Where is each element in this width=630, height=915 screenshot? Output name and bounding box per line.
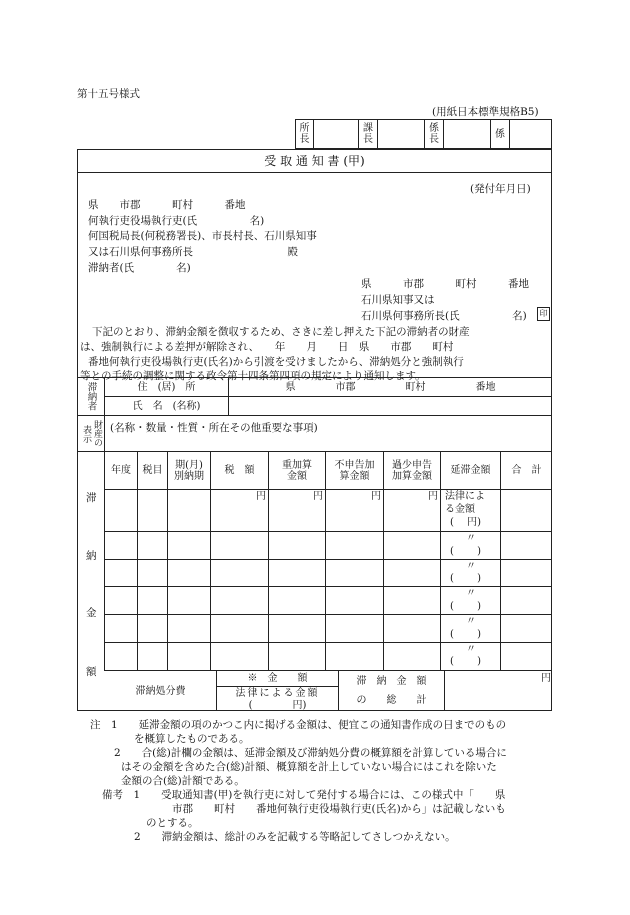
paren-amount: ( ) (450, 573, 481, 584)
side-char: 滞 (86, 492, 97, 504)
header-tax-amount: 税 額 (224, 465, 255, 476)
recipient-taxpayer: 滞納者(氏 名) (88, 262, 191, 274)
issue-date: (発付年月日) (470, 183, 531, 195)
remark-line: 備考 1 受取通知書(甲)を執行吏に対して発付する場合には、この様式中「 県 (102, 789, 506, 801)
taxpayer-label: 滞納者 (85, 382, 97, 411)
remark-line: のとする。 (146, 817, 199, 829)
header-total: 合 計 (511, 465, 542, 476)
total-label-top: 滞 納 金 額 (356, 676, 427, 687)
remark-line: 市郡 町村 番地何執行吏役場執行吏(氏名)から」は記載しないも (172, 803, 506, 815)
ditto-mark: 〃 (466, 644, 476, 655)
remark-line: 2 滞納金額は、総計のみを記載する等略記してさしつかえない。 (134, 831, 456, 843)
approval-label: 係長 (429, 123, 439, 145)
side-char: 納 (86, 550, 97, 562)
yen-unit: 円 (256, 491, 266, 502)
estimated-amount-label: ※ 金 額 (247, 673, 308, 684)
body-line: 等との手続の調整に関する政令第十四条第四項の規定により通知します。 (80, 370, 426, 382)
late-legal-line: る金額 (445, 504, 475, 515)
recipient-line: 又は石川県何事務所長 殿 (88, 246, 298, 258)
approval-label: 所長 (299, 123, 310, 145)
form-title: 受 取 通 知 書 (甲) (264, 153, 365, 168)
yen-unit: 円 (371, 491, 381, 502)
address-label: 住 (居) 所 (137, 381, 196, 393)
ditto-mark: 〃 (466, 588, 476, 599)
legal-amount-yen: ( 円) (248, 699, 307, 711)
header-year: 年度 (111, 465, 131, 476)
form-number: 第十五号様式 (77, 88, 140, 100)
paren-amount: ( ) (450, 546, 481, 557)
header-period: 期(月)別納期 (174, 459, 204, 482)
note-line: 注 1 延滞金額の項のかつこ内に掲げる金額は、便宜この通知書作成の日までのもの (90, 719, 507, 731)
recipient-line: 何執行吏役場執行吏(氏 名) (88, 215, 265, 227)
body-line: は、強制執行による差押が解除され、 年 月 日 県 市郡 町村 (80, 341, 454, 353)
sender-address: 県 市郡 町村 番地 (361, 278, 529, 290)
recipient-address: 県 市郡 町村 番地 (88, 199, 246, 211)
body-line: 下記のとおり、滞納金額を徴収するため、さきに差し押えた下記の滞納者の財産 (92, 326, 470, 338)
address-value: 県 市郡 町村 番地 (285, 381, 496, 393)
approval-label: 課長 (363, 123, 373, 145)
yen-unit: 円 (313, 491, 323, 502)
sender-line: 石川県知事又は (361, 294, 435, 306)
property-content: (名称・数量・性質・所在その他重要な事項) (110, 422, 318, 434)
header-heavy-additional: 重加算金額 (282, 459, 312, 482)
ditto-mark: 〃 (466, 561, 476, 572)
header-tax-item: 税目 (142, 465, 163, 476)
paren-amount: ( ) (450, 601, 481, 612)
seal-mark: 印 (537, 307, 550, 321)
legal-amount-label: 法律による金額 (235, 687, 320, 699)
ditto-mark: 〃 (466, 533, 476, 544)
body-line: 番地何執行吏役場執行吏(氏名)から引渡を受けましたから、滞納処分と強制執行 (88, 356, 464, 368)
sender-name: 石川県何事務所長(氏 名) (361, 310, 527, 322)
total-yen: 円 (541, 673, 551, 684)
note-line: を概算したものである。 (134, 733, 250, 745)
property-label: 財産の表示 (81, 420, 102, 447)
header-nonfiling-additional: 不申告加算金額 (334, 459, 375, 482)
header-underpayment-additional: 過少申告加算金額 (392, 459, 432, 482)
side-char: 額 (86, 666, 97, 678)
fee-label: 滞納処分費 (135, 685, 186, 697)
paren-amount: ( ) (450, 656, 481, 667)
total-label-bottom: の 総 計 (356, 695, 427, 706)
paren-amount: ( ) (450, 629, 481, 640)
note-line: はその金額を含めた合(総)計額、概算額を計上していない場合にはこれを除いた (121, 761, 497, 773)
header-late-amount: 延滞金額 (450, 465, 491, 476)
name-label: 氏 名 (名称) (132, 400, 201, 412)
yen-unit: 円 (428, 491, 438, 502)
recipient-line: 何国税局長(何税務署長)、市長村長、石川県知事 (88, 230, 317, 242)
approval-label: 係 (495, 128, 505, 140)
side-char: 金 (86, 607, 97, 619)
paper-size: (用紙日本標準規格B5) (432, 106, 539, 118)
late-legal-line: 法律によ (445, 491, 485, 502)
ditto-mark: 〃 (466, 616, 476, 627)
note-line: 金額の合(総)計額である。 (121, 775, 245, 787)
late-legal-line: ( 円) (450, 517, 481, 528)
note-line: 2 合(総)計欄の金額は、延滞金額及び滞納処分費の概算額を計算している場合に (114, 747, 507, 759)
